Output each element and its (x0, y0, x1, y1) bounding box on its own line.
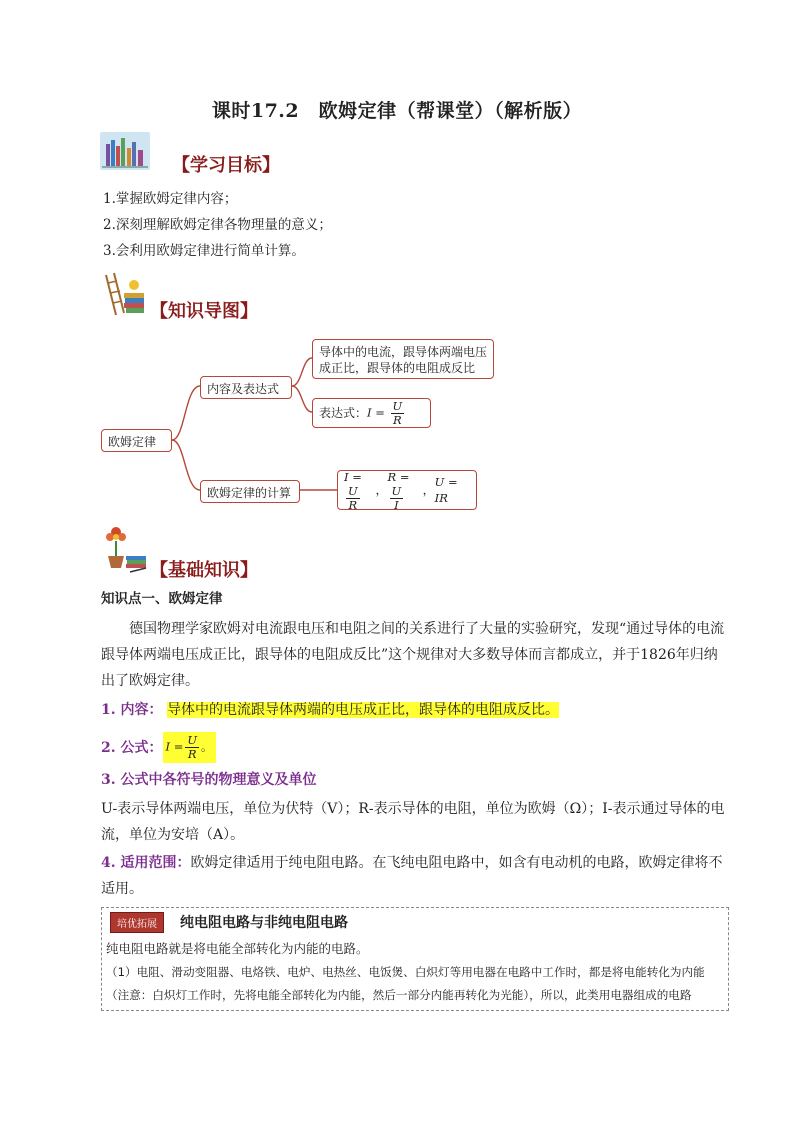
mindmap-leaf-expression (312, 398, 431, 428)
highlighted-formula: I = $\frac{U}{R}$ 。 (163, 732, 216, 763)
mindmap-branch-calc: 欧姆定律的计算 (200, 480, 300, 503)
mindmap-branch-content: 内容及表达式 (200, 376, 292, 399)
formula-resistance: R = $\frac{U}{I}$ (387, 469, 410, 512)
expression-label: 表达式： (319, 406, 368, 420)
extension-line-3: （注意：白炽灯工作时，先将电能全部转化为内能，然后一部分内能再转化为光能），所以，此类用电器组成的电路 (106, 988, 692, 1002)
ohm-formula: I = $\frac{U}{R}$ (367, 398, 403, 427)
extension-tag: 培优拓展 (110, 912, 164, 933)
goal-item-2: 2.深刻理解欧姆定律各物理量的意义； (103, 217, 332, 233)
goals-heading: 【学习目标】 (172, 155, 280, 176)
symbols-text: U-表示导体两端电压，单位为伏特（V）；R-表示导体的电阻，单位为欧姆（Ω）；I-表示通过导体的电流，单位为安培（A）。 (101, 801, 725, 843)
formula-sep-1: ， (375, 483, 388, 497)
basics-heading: 【基础知识】 (150, 560, 258, 581)
ohm-intro-paragraph: 德国物理学家欧姆对电流跟电压和电阻之间的关系进行了大量的实验研究，发现“通过导体的电流跟导体两端电压成正比，跟导体的电阻成反比”这个规律对大多数导体而言都成立，并于1826年归纳出了欧姆定律。 (101, 621, 725, 689)
scope-text: 欧姆定律适用于纯电阻电路。在飞纯电阻电路中，如含有电动机的电路，欧姆定律将不适用。 (101, 855, 723, 897)
symbols-title: 3. 公式中各符号的物理意义及单位 (101, 772, 317, 788)
content-label: 1. 内容： (101, 702, 163, 718)
scope-row (101, 850, 725, 902)
formula-label: 2. 公式： (101, 739, 163, 756)
goal-item-3: 3.会利用欧姆定律进行简单计算。 (103, 243, 305, 259)
extension-line-2: （1）电阻、滑动变阻器、电烙铁、电炉、电热丝、电饭煲、白炽灯等用电器在电路中工作时，都是将电能转化为内能 (106, 965, 705, 979)
mindmap-heading: 【知识导图】 (150, 301, 258, 322)
scope-label: 4. 适用范围： (101, 855, 191, 871)
mindmap-leaf-formulas (337, 470, 477, 510)
content-row (101, 700, 559, 720)
page-title: 课时17.2 欧姆定律（帮课堂）（解析版） (211, 100, 583, 122)
knowledge-point-title: 知识点一、欧姆定律 (101, 591, 223, 607)
formula-voltage: U = IR (434, 475, 458, 505)
flower-pot-icon (100, 522, 150, 574)
formula-sep-2: ， (422, 483, 435, 497)
formula-end: 。 (201, 739, 213, 754)
mindmap-root: 欧姆定律 (101, 429, 172, 452)
goal-item-1: 1.掌握欧姆定律内容； (103, 191, 238, 207)
mindmap-leaf-statement: 导体中的电流，跟导体两端电压成正比，跟导体的电阻成反比 (312, 339, 494, 379)
extension-line-1: 纯电阻电路就是将电能全部转化为内能的电路。 (106, 941, 369, 956)
extension-title: 纯电阻电路与非纯电阻电路 (180, 915, 348, 931)
formula-row (101, 732, 216, 763)
formula-current: I = $\frac{U}{R}$ (344, 469, 362, 512)
content-text: 导体中的电流跟导体两端的电压成正比，跟导体的电阻成反比。 (166, 702, 559, 718)
